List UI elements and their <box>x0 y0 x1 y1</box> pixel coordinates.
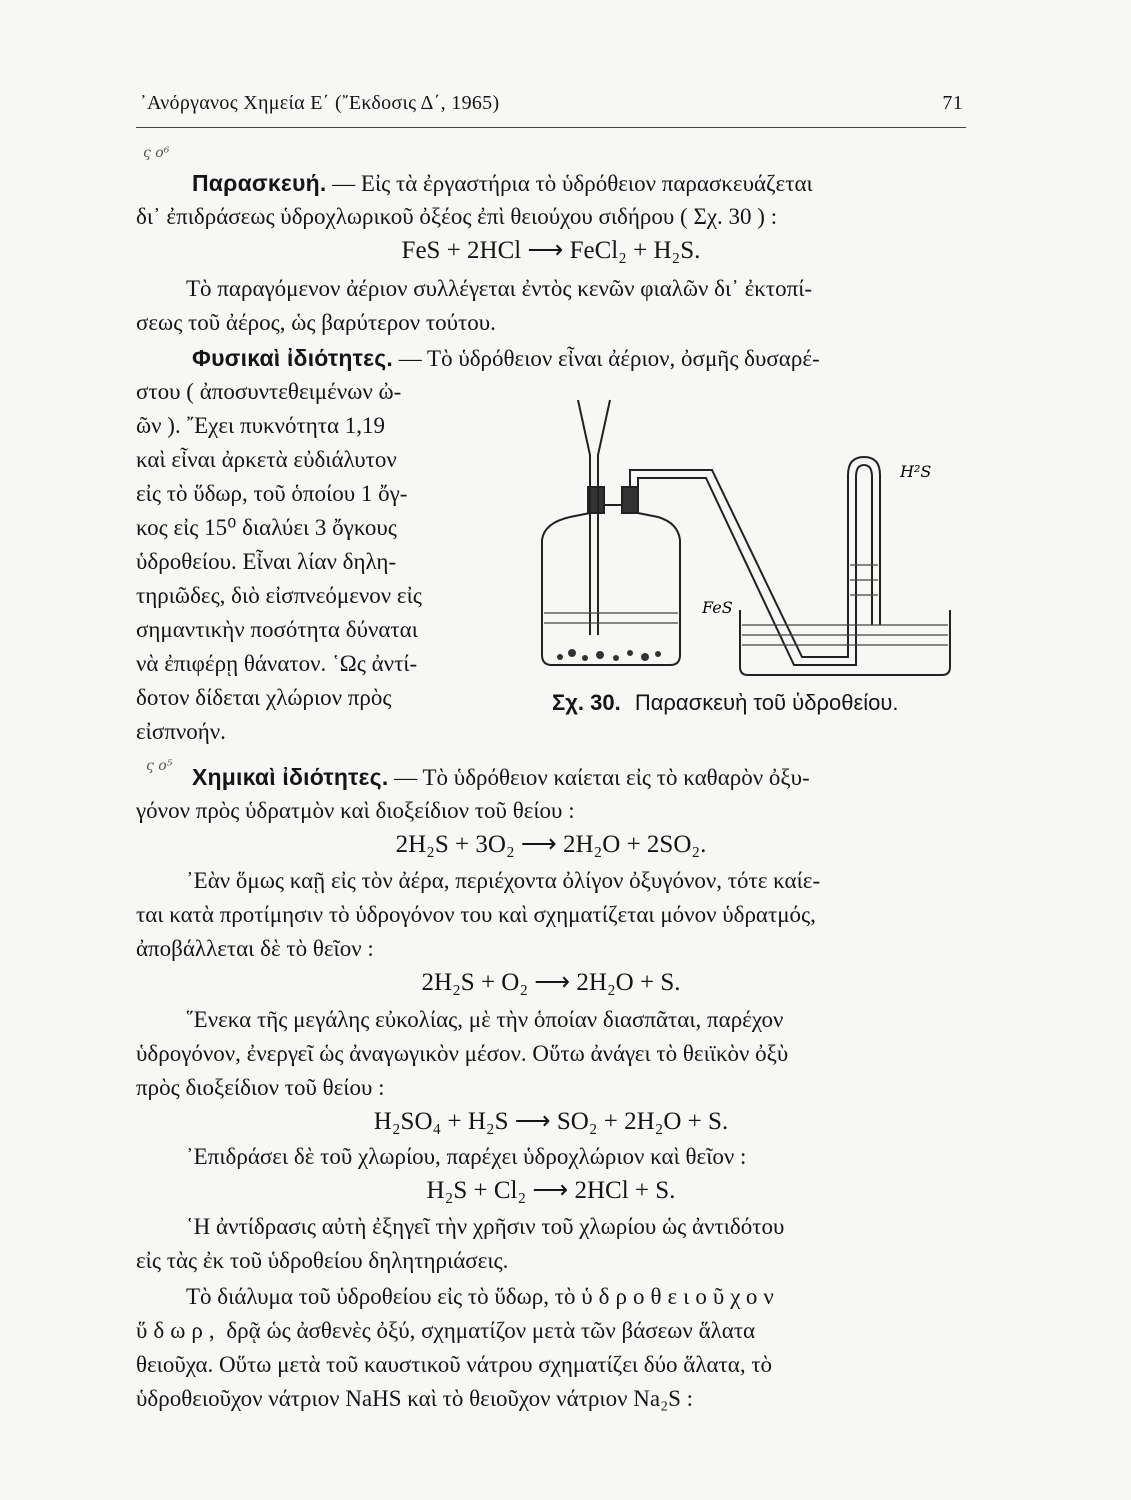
paragraph-chemical-line1: Χημικαὶ ἰδιότητες. — Τὸ ὑδρόθειον καίεται εἰς τὸ καθαρὸν ὀξυ- <box>192 764 810 790</box>
equation-2: 2H₂S + 3O₂ ⟶ 2H₂O + 2SO₂. <box>395 831 707 858</box>
paragraph-chlorine-line1: ᾿Επιδράσει δὲ τοῦ χλωρίου, παρέχει ὑδροχλώριον καὶ θεῖον : <box>186 1144 747 1169</box>
label-fes: FeS <box>702 598 733 617</box>
physical-line7: ὑδροθείου. Εἶναι λίαν δηλη- <box>136 549 397 574</box>
paragraph-solution-line4: ὑδροθειοῦχον νάτριον NaHS καὶ τὸ θειοῦχον νάτριον Na₂S : <box>136 1386 694 1411</box>
chemical-line2: γόνον πρὸς ὑδρατμὸν καὶ διοξείδιον τοῦ θείου : <box>136 798 575 823</box>
paragraph-solution-line1: Τὸ διάλυμα τοῦ ὑδροθείου εἰς τὸ ὕδωρ, τὸ ὑδροθειοῦχον <box>186 1284 780 1309</box>
paragraph-antidote-line2: εἰς τὰς ἐκ τοῦ ὑδροθείου δηλητηριάσεις. <box>136 1248 509 1273</box>
heading-physical-properties: Φυσικαὶ ἰδιότητες. <box>192 345 393 371</box>
page-number: 71 <box>942 92 963 114</box>
physical-line10: νὰ ἐπιφέρῃ θάνατον. ῾Ως ἀντί- <box>136 651 418 676</box>
paragraph-collection-line2: σεως τοῦ ἀέρος, ὡς βαρύτερον τούτου. <box>136 310 496 335</box>
page-header <box>140 92 963 122</box>
paragraph-collection-line1: Τὸ παραγόμενον ἀέριον συλλέγεται ἐντὸς κενῶν φιαλῶν δι᾿ ἐκτοπί- <box>186 276 813 301</box>
physical-line3: ῶν ). ῎Εχει πυκνότητα 1,19 <box>136 413 386 438</box>
paragraph-air-line2: ται κατὰ προτίμησιν τὸ ὑδρογόνον του καὶ σχηματίζεται μόνον ὑδρατμός, <box>136 902 816 927</box>
paragraph-reducing-line3: πρὸς διοξείδιον τοῦ θείου : <box>136 1075 385 1100</box>
physical-line5: εἰς τὸ ὕδωρ, τοῦ ὁποίου 1 ὄγ- <box>136 481 408 506</box>
physical-line4: καὶ εἶναι ἀρκετὰ εὐδιάλυτον <box>136 447 397 472</box>
paragraph-reducing-line1: ῞Ενεκα τῆς μεγάλης εὐκολίας, μὲ τὴν ὁποίαν διασπᾶται, παρέχον <box>186 1007 784 1032</box>
margin-note-1: ς ο⁶ <box>143 145 170 161</box>
paragraph-solution-line3: θειοῦχα. Οὕτω μετὰ τοῦ καυστικοῦ νάτρου σχηματίζει δύο ἅλατα, τὸ <box>136 1352 773 1377</box>
paragraph-physical-line1: Φυσικαὶ ἰδιότητες. — Τὸ ὑδρόθειον εἶναι ἀέριον, ὀσμῆς δυσαρέ- <box>192 345 820 371</box>
physical-line9: σημαντικὴν ποσότητα δύναται <box>136 617 418 642</box>
paragraph-antidote-line1: ῾Η ἀντίδρασις αὐτὴ ἐξηγεῖ τὴν χρῆσιν τοῦ χλωρίου ὡς ἀντιδότου <box>186 1214 785 1239</box>
figure-h2s-apparatus <box>530 395 970 685</box>
paragraph-air-line3: ἀποβάλλεται δὲ τὸ θεῖον : <box>136 936 374 961</box>
paragraph-preparation-line2: δι᾿ ἐπιδράσεως ὑδροχλωρικοῦ ὀξέος ἐπὶ θειούχου σιδήρου ( Σχ. 30 ) : <box>136 204 778 229</box>
heading-chemical-properties: Χημικαὶ ἰδιότητες. <box>192 764 389 790</box>
flask-stopper-right <box>622 487 638 513</box>
equation-4: H₂SO₄ + H₂S ⟶ SO₂ + 2H₂O + S. <box>373 1108 729 1135</box>
term-hydrosulfuric-water: ὑδροθειοῦχον <box>581 1284 780 1309</box>
equation-5: H₂S + Cl₂ ⟶ 2HCl + S. <box>426 1177 676 1204</box>
paragraph-air-line1: ᾿Εὰν ὅμως καῇ εἰς τὸν ἀέρα, περιέχοντα ὀλίγον ὀξυγόνον, τότε καίε- <box>186 868 821 893</box>
caption-number: Σχ. 30. <box>552 690 621 715</box>
caption-text: Παρασκευὴ τοῦ ὑδροθείου. <box>634 690 899 715</box>
delivery-tube <box>630 457 880 657</box>
equation-1: FeS + 2HCl ⟶ FeCl₂ + H₂S. <box>401 237 701 264</box>
header-rule <box>136 127 966 128</box>
label-h2s: H²S <box>900 462 932 481</box>
thistle-funnel <box>578 400 610 635</box>
fes-pieces <box>557 649 661 661</box>
physical-line8: τηριῶδες, διὸ εἰσπνεόμενον εἰς <box>136 583 422 608</box>
physical-line11: δοτον δίδεται χλώριον πρὸς <box>136 685 392 710</box>
physical-line2: στου ( ἀποσυντεθειμένων ὠ- <box>136 379 402 404</box>
paragraph-preparation-line1: Παρασκευή. — Εἰς τὰ ἐργαστήρια τὸ ὑδρόθειον παρασκευάζεται <box>192 170 813 196</box>
running-title: ᾿Ανόργανος Χημεία Ε΄ (῎Εκδοσις Δ΄, 1965) <box>140 92 500 114</box>
paragraph-reducing-line2: ὑδρογόνον, ἐνεργεῖ ὡς ἀναγωγικὸν μέσον. Οὕτω ἀνάγει τὸ θειϊκὸν ὀξὺ <box>136 1041 789 1066</box>
physical-line12: εἰσπνοήν. <box>136 719 226 744</box>
physical-line6: κος εἰς 15⁰ διαλύει 3 ὄγκους <box>136 515 397 540</box>
figure-caption <box>552 690 962 716</box>
margin-note-2: ς ο⁵ <box>146 758 173 774</box>
heading-preparation: Παρασκευή. <box>192 170 327 196</box>
paragraph-solution-line2: ὕδωρ, δρᾷ ὡς ἀσθενὲς ὀξύ, σχηματίζον μετὰ τῶν βάσεων ἅλατα <box>136 1318 756 1343</box>
apparatus-drawing <box>530 395 970 685</box>
equation-3: 2H₂S + O₂ ⟶ 2H₂O + S. <box>421 969 681 996</box>
generation-flask <box>542 505 680 665</box>
